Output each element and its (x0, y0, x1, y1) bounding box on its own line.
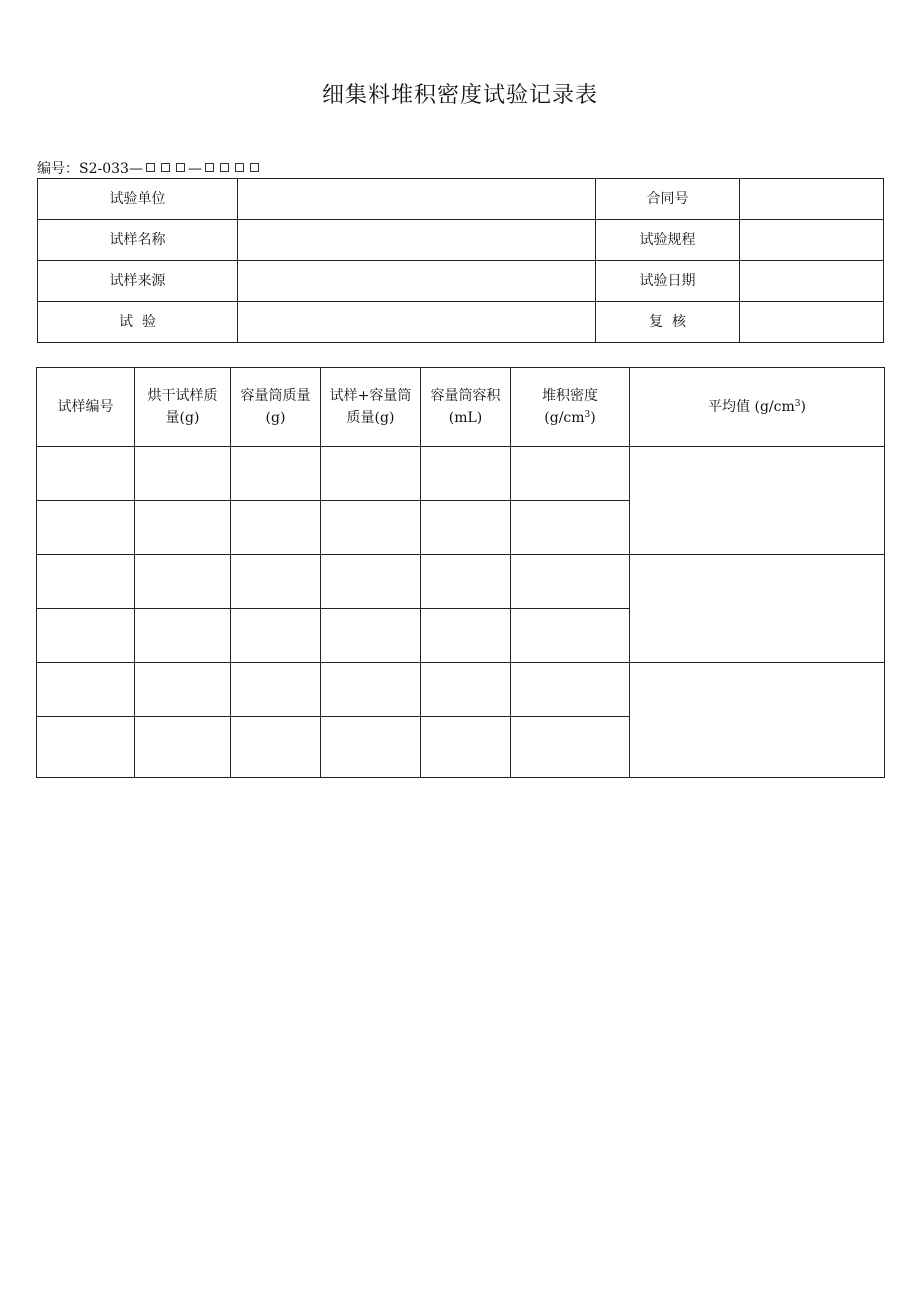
cell-volume[interactable] (421, 501, 511, 555)
header-volume-line2: (mL) (448, 410, 483, 426)
contract-label: 合同号 (596, 179, 740, 220)
header-dry-mass (135, 368, 231, 447)
table-row (37, 555, 885, 609)
cell-volume[interactable] (421, 717, 511, 778)
cell-volume[interactable] (421, 555, 511, 609)
header-volume-line1: 容量筒容积 (430, 387, 501, 404)
cell-sample-no[interactable] (37, 447, 135, 501)
cell-dry-mass[interactable] (135, 501, 231, 555)
code-box (235, 163, 244, 172)
tester-label: 试 验 (38, 302, 238, 343)
cell-sample-container[interactable] (321, 717, 421, 778)
reviewer-label: 复 核 (596, 302, 740, 343)
cell-sample-container[interactable] (321, 663, 421, 717)
header-density (511, 368, 630, 447)
header-container-mass (231, 368, 321, 447)
cell-sample-no[interactable] (37, 609, 135, 663)
header-average: 平均值 $(g/cm^3)$ (630, 368, 885, 447)
data-table (36, 367, 885, 778)
cell-density[interactable] (511, 501, 630, 555)
procedure-label: 试验规程 (596, 220, 740, 261)
procedure-field[interactable] (740, 220, 884, 261)
date-label: 试验日期 (596, 261, 740, 302)
cell-volume[interactable] (421, 609, 511, 663)
cell-sample-container[interactable] (321, 555, 421, 609)
code-box (250, 163, 259, 172)
cell-sample-container[interactable] (321, 501, 421, 555)
header-sample-container (321, 368, 421, 447)
cell-density[interactable] (511, 609, 630, 663)
cell-volume[interactable] (421, 663, 511, 717)
cell-sample-no[interactable] (37, 663, 135, 717)
contract-field[interactable] (740, 179, 884, 220)
code-dash-2: — (187, 161, 202, 177)
header-density-unit: $(g/cm^3)$ (544, 410, 596, 426)
table-row (37, 447, 885, 501)
cell-dry-mass[interactable] (135, 609, 231, 663)
date-field[interactable] (740, 261, 884, 302)
cell-density[interactable] (511, 663, 630, 717)
cell-average[interactable] (630, 663, 885, 778)
cell-dry-mass[interactable] (135, 555, 231, 609)
header-sample-container-line1: 试样+容量筒 (329, 387, 412, 404)
cell-sample-no[interactable] (37, 555, 135, 609)
cell-density[interactable] (511, 555, 630, 609)
cell-sample-container[interactable] (321, 609, 421, 663)
page-title: 细集料堆积密度试验记录表 (321, 83, 598, 108)
header-dry-mass-line1: 烘干试样质 (147, 387, 218, 404)
table-row (37, 663, 885, 717)
info-table (37, 178, 884, 343)
cell-dry-mass[interactable] (135, 717, 231, 778)
cell-container-mass[interactable] (231, 447, 321, 501)
header-container-mass-line2: (g) (265, 410, 286, 426)
cell-density[interactable] (511, 447, 630, 501)
code-box (161, 163, 170, 172)
cell-container-mass[interactable] (231, 501, 321, 555)
cell-average[interactable] (630, 447, 885, 555)
cell-sample-no[interactable] (37, 501, 135, 555)
form-code (37, 158, 262, 178)
tester-field[interactable] (238, 302, 596, 343)
code-box (176, 163, 185, 172)
cell-container-mass[interactable] (231, 717, 321, 778)
unit-label: 试验单位 (38, 179, 238, 220)
code-box (205, 163, 214, 172)
header-volume (421, 368, 511, 447)
header-sample-container-line2: 质量(g) (346, 410, 395, 426)
cell-sample-container[interactable] (321, 447, 421, 501)
reviewer-field[interactable] (740, 302, 884, 343)
cell-container-mass[interactable] (231, 663, 321, 717)
code-box (146, 163, 155, 172)
cell-dry-mass[interactable] (135, 447, 231, 501)
cell-volume[interactable] (421, 447, 511, 501)
sample-name-label: 试样名称 (38, 220, 238, 261)
cell-dry-mass[interactable] (135, 663, 231, 717)
cell-sample-no[interactable] (37, 717, 135, 778)
unit-field[interactable] (238, 179, 596, 220)
cell-density[interactable] (511, 717, 630, 778)
sample-source-label: 试样来源 (38, 261, 238, 302)
sample-source-field[interactable] (238, 261, 596, 302)
code-box (220, 163, 229, 172)
code-label: 编号： (37, 161, 79, 177)
cell-container-mass[interactable] (231, 609, 321, 663)
header-sample-no: 试样编号 (37, 368, 135, 447)
sample-name-field[interactable] (238, 220, 596, 261)
code-value: S2-033 (79, 161, 129, 177)
header-density-line1: 堆积密度 (542, 387, 598, 404)
header-dry-mass-line2: 量(g) (165, 410, 200, 426)
cell-container-mass[interactable] (231, 555, 321, 609)
cell-average[interactable] (630, 555, 885, 663)
code-dash-1: — (128, 161, 143, 177)
header-container-mass-line1: 容量筒质量 (240, 387, 311, 404)
